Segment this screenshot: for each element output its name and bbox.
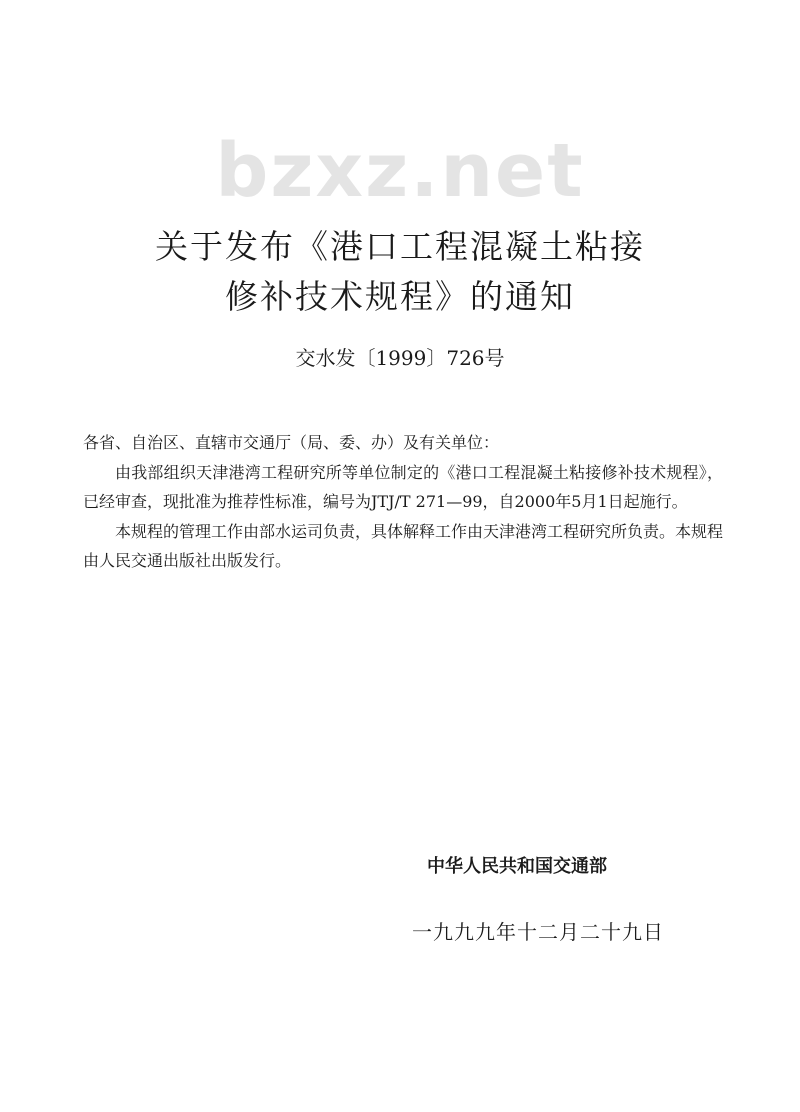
issuing-authority: 中华人民共和国交通部 [427,856,607,877]
watermark: bzxz.net [215,128,585,214]
notice-body [83,428,723,576]
issue-date: 一九九九年十二月二十九日 [412,920,664,944]
paragraph-2: 本规程的管理工作由部水运司负责，具体解释工作由天津港湾工程研究所负责。本规程由人民交通出版社出版发行。 [83,521,724,570]
document-title [0,222,800,322]
title-line-1: 关于发布《港口工程混凝土粘接 [155,227,645,266]
title-line-2: 修补技术规程》的通知 [225,277,575,316]
salutation: 各省、自治区、直辖市交通厅（局、委、办）及有关单位： [83,433,500,452]
document-number: 交水发〔1999〕726号 [295,346,505,370]
paragraph-1: 由我部组织天津港湾工程研究所等单位制定的《港口工程混凝土粘接修补技术规程》，已经审查，现批准为推荐性标准，编号为JTJ/T 271—99，自2000年5月1日起施行。 [83,462,723,511]
